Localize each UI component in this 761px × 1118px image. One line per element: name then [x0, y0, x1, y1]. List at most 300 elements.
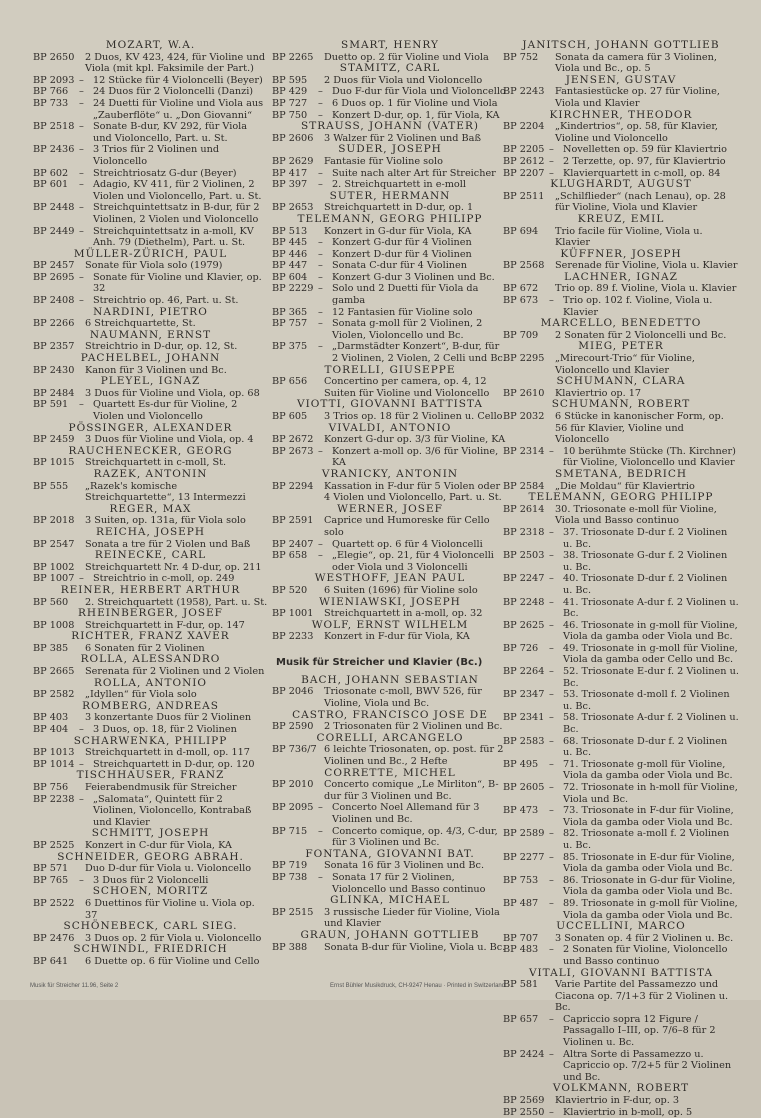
entry-description: 2. Streichquartett in e-moll [332, 179, 466, 191]
entry-description: Streichquartett in D-dur, op. 120 [93, 758, 255, 770]
catalog-entry [503, 191, 739, 214]
entry-description: 3 russische Lieder für Violine, Viola und Klavier [324, 906, 500, 930]
entry-dash: – [549, 445, 554, 457]
entry-description: Altra Sorte di Passamezzo u. Capriccio op. 7/2+5 für 2 Violinen und Bc. [563, 1048, 732, 1083]
entry-description: 10 berühmte Stücke (Th. Kirchner) für Violine, Violoncello und Klavier [563, 445, 736, 469]
catalog-number: BP 765 [33, 874, 69, 886]
catalog-entry [33, 712, 268, 724]
catalog-entry [272, 608, 508, 620]
catalog-number: BP 658 [272, 550, 308, 562]
entry-description: Sonata 17 für 2 Violinen, Violoncello und Basso continuo [332, 871, 486, 895]
composer-heading: GLINKA, MICHAEL [330, 894, 450, 907]
entry-dash: – [79, 271, 84, 283]
entry-dash: – [318, 179, 323, 191]
entry-description: 3 Sonaten op. 4 für 2 Violinen u. Bc. [555, 932, 734, 944]
catalog-entry [272, 237, 508, 249]
catalog-number: BP 672 [503, 283, 539, 295]
catalog-entry [503, 1014, 739, 1049]
entry-description: Streichtrio in c-moll, op. 249 [93, 573, 235, 585]
entry-description: 40. Triosonate D-dur f. 2 Violinen u. Bc. [563, 573, 728, 596]
catalog-number: BP 2625 [503, 619, 545, 631]
entry-description: 37. Triosonate D-dur f. 2 Violinen u. Bc. [563, 526, 728, 550]
entry-description: Caprice und Humoreske für Cello solo [324, 515, 490, 538]
entry-dash: – [549, 155, 554, 167]
catalog-number: BP 2606 [272, 132, 314, 144]
entry-description: 58. Triosonate A-dur f. 2 Violinen u. Bc. [563, 712, 739, 736]
catalog-entry [33, 365, 268, 377]
catalog-entry [33, 86, 268, 98]
entry-description: 3 Duos für Violine und Viola, op. 68 [85, 387, 260, 399]
entry-description: Konzert G-dur 3 Violinen und Bc. [332, 271, 495, 283]
entry-dash: – [79, 202, 84, 214]
entry-dash: – [318, 538, 323, 550]
entry-dash: – [318, 109, 323, 121]
entry-dash: – [549, 1048, 554, 1060]
catalog-number: BP 2341 [503, 712, 545, 724]
catalog-entry [503, 86, 739, 109]
catalog-entry [272, 202, 508, 214]
entry-description: 2. Streichquartett (1958), Part. u. St. [85, 596, 268, 608]
entry-dash: – [549, 897, 554, 909]
entry-description: 2 Duos, KV 423, 424, für Violine und Viola (mit kpl. Faksimile der Part.) [85, 51, 266, 75]
entry-description: Streichquartett in c-moll, St. [85, 457, 227, 469]
catalog-entry [503, 1095, 739, 1107]
catalog-entry [272, 168, 508, 180]
catalog-number: BP 604 [272, 271, 308, 283]
entry-description: 2 Sonaten für 2 Violoncelli und Bc. [555, 329, 727, 341]
catalog-entry [33, 933, 268, 945]
entry-description: Streichtriosatz G-dur (Beyer) [93, 167, 237, 179]
catalog-entry [503, 527, 739, 550]
catalog-entry [272, 539, 508, 551]
catalog-number: BP 591 [33, 399, 69, 411]
catalog-column-2 [272, 40, 508, 953]
catalog-entry [33, 481, 268, 504]
entry-description: Konzert D-dur, op. 1, für Viola, KA [332, 109, 500, 121]
entry-description: Concerto comique „Le Mirliton“, B-dur für 3 Violinen und Bc. [324, 779, 499, 802]
catalog-entry [503, 411, 739, 446]
composer-heading: KIRCHNER, THEODOR [549, 108, 693, 121]
composer-heading: REINER, HERBERT ARTHUR [60, 583, 241, 596]
catalog-entry [272, 52, 508, 64]
entry-description: 12 Stücke für 4 Violoncelli (Beyer) [93, 74, 263, 86]
catalog-entry [33, 539, 268, 551]
catalog-number: BP 2591 [272, 515, 314, 527]
entry-description: Duo F-dur für Viola und Violoncello [332, 86, 506, 98]
catalog-entry [503, 121, 739, 144]
entry-description: 3 Suiten, op. 131a, für Viola solo [85, 515, 246, 527]
catalog-entry [503, 1107, 739, 1118]
catalog-entry [33, 388, 268, 400]
catalog-number: BP 750 [272, 109, 308, 121]
entry-description: „Idyllen“ für Viola solo [85, 689, 197, 701]
catalog-entry [33, 168, 268, 180]
catalog-entry [272, 942, 508, 954]
composer-heading: WIENIAWSKI, JOSEPH [319, 595, 461, 608]
catalog-entry [272, 446, 508, 469]
catalog-entry [272, 98, 508, 110]
entry-dash: – [318, 237, 323, 249]
catalog-column-1 [33, 40, 268, 968]
catalog-column-3 [503, 40, 739, 1118]
entry-description: Konzert D-dur für 4 Violinen [332, 248, 472, 260]
catalog-number: BP 2547 [33, 538, 75, 550]
entry-description: Kanon für 3 Violinen und Bc. [85, 364, 227, 376]
composer-heading: VIOTTI, GIOVANNI BATTISTA [297, 398, 483, 411]
catalog-number: BP 2277 [503, 851, 545, 863]
catalog-number: BP 520 [272, 584, 308, 596]
entry-description: 3 Duos op. 2 für Viola u. Violoncello [85, 932, 262, 944]
catalog-entry [503, 573, 739, 596]
catalog-entry [272, 826, 508, 849]
entry-dash: – [549, 944, 554, 956]
entry-description: Concertino per camera, op. 4, 12 Suiten für Violine und Violoncello [324, 376, 490, 399]
catalog-entry [503, 944, 739, 967]
footer-printer-info: Ernst Bühler Musikdruck, CH-9247 Henau · Printed in Switzerland [330, 983, 506, 989]
catalog-entry [33, 179, 268, 202]
composer-heading: PLEYEL, IGNAZ [100, 375, 201, 388]
catalog-number: BP 2265 [272, 51, 314, 63]
entry-dash: – [79, 86, 84, 98]
catalog-entry [272, 179, 508, 191]
catalog-entry [33, 202, 268, 225]
entry-description: 2 Duos für Viola und Violoncello [324, 74, 483, 86]
catalog-number: BP 766 [33, 86, 69, 98]
catalog-number: BP 756 [33, 782, 69, 793]
entry-dash: – [318, 445, 323, 457]
entry-description: Sonata a tre für 2 Violen und Baß [85, 538, 251, 550]
entry-description: 82. Triosonate a-moll f. 2 Violinen u. Bc. [563, 828, 730, 851]
catalog-number: BP 736/7 [272, 744, 317, 756]
catalog-entry [503, 168, 739, 180]
catalog-entry [33, 434, 268, 446]
entry-dash: – [549, 295, 554, 307]
entry-dash: – [549, 851, 554, 863]
entry-description: 68. Triosonate D-dur f. 2 Violinen u. Bc. [563, 735, 728, 759]
catalog-number: BP 2459 [33, 434, 75, 446]
catalog-number: BP 2582 [33, 689, 75, 701]
composer-heading: SMART, HENRY [341, 39, 439, 51]
entry-description: „Darmstädter Konzert“, B-dur, für 2 Violinen, 2 Violen, 2 Celli und Bc. [332, 341, 506, 365]
catalog-entry [272, 249, 508, 261]
entry-description: 86. Triosonate in G-dur für Violine, Viola da gamba oder Viola und Bc. [563, 874, 736, 898]
entry-description: Konzert in G-dur für Viola, KA [324, 225, 472, 237]
catalog-number: BP 2266 [33, 318, 75, 330]
entry-description: „Razek's komische Streichquartette“, 13 Intermezzi [85, 480, 246, 504]
catalog-number: BP 365 [272, 306, 308, 318]
entry-description: Serenade für Violine, Viola u. Klavier [555, 260, 738, 272]
entry-dash: – [549, 144, 554, 156]
catalog-entry [272, 434, 508, 446]
entry-description: Trio facile für Violine, Viola u. Klavier [555, 225, 703, 249]
catalog-entry [33, 956, 268, 968]
composer-heading: WOLF, ERNST WILHELM [311, 618, 469, 631]
entry-description: 30. Triosonate e-moll für Violine, Viola und Basso continuo [555, 503, 717, 527]
entry-description: Kassation in F-dur für 5 Violen oder 4 Violen und Violoncello, Part. u. St. [324, 480, 502, 504]
entry-description: Streichquartett Nr. 4 D-dur, op. 211 [85, 561, 262, 573]
entry-description: 6 Suiten (1696) für Violine solo [324, 584, 478, 596]
entry-description: Klaviertrio op. 17 [555, 387, 642, 399]
catalog-entry [272, 872, 508, 895]
entry-description: 85. Triosonate in E-dur für Violine, Viola da gamba oder Viola und Bc. [563, 851, 735, 875]
catalog-entry [272, 75, 508, 87]
catalog-entry [503, 933, 739, 945]
entry-description: Konzert G-dur op. 3/3 für Violine, KA [324, 434, 506, 446]
catalog-entry [33, 144, 268, 167]
catalog-number: BP 560 [33, 596, 69, 608]
entry-dash: – [318, 341, 323, 353]
catalog-number: BP 2518 [33, 121, 75, 133]
catalog-number: BP 2264 [503, 666, 545, 678]
entry-dash: – [79, 399, 84, 411]
catalog-entry [272, 631, 508, 643]
catalog-number: BP 2569 [503, 1095, 545, 1107]
composer-heading: REICHA, JOSEPH [95, 525, 206, 538]
catalog-entry [33, 840, 268, 852]
composer-heading: LACHNER, IGNAZ [564, 270, 678, 283]
catalog-number: BP 2525 [33, 839, 75, 851]
catalog-entry [33, 747, 268, 759]
catalog-entry [503, 260, 739, 272]
entry-dash: – [318, 550, 323, 562]
catalog-number: BP 2010 [272, 779, 314, 791]
catalog-number: BP 2503 [503, 550, 545, 562]
catalog-entry [272, 318, 508, 341]
entry-description: Triosonate c-moll, BWV 526, für Violine, Viola und Bc. [324, 686, 482, 710]
catalog-entry [33, 399, 268, 422]
entry-description: Sonata 16 für 3 Violinen und Bc. [324, 860, 485, 872]
catalog-number: BP 2672 [272, 434, 314, 446]
catalog-entry [272, 686, 508, 709]
catalog-number: BP 2515 [272, 906, 314, 918]
entry-description: Quartett op. 6 für 4 Violoncelli [332, 538, 483, 550]
composer-heading: CORRETTE, MICHEL [324, 766, 456, 779]
composer-heading: MOZART, W.A. [105, 39, 196, 51]
catalog-entry [33, 573, 268, 585]
catalog-number: BP 2673 [272, 445, 314, 457]
catalog-number: BP 715 [272, 825, 308, 837]
entry-dash: – [549, 167, 554, 179]
catalog-entry [33, 724, 268, 736]
entry-description: „Elegie“, op. 21, für 4 Violoncelli oder Viola und 3 Violoncelli [332, 550, 494, 573]
catalog-entry [33, 260, 268, 272]
entry-description: 3 konzertante Duos für 2 Violinen [85, 712, 252, 724]
catalog-entry [33, 875, 268, 887]
composer-heading: NAUMANN, ERNST [89, 328, 212, 341]
entry-description: Feierabendmusik für Streicher [85, 782, 237, 793]
catalog-entry [503, 550, 739, 573]
entry-dash: – [79, 97, 84, 109]
catalog-entry [503, 736, 739, 759]
entry-description: Varie Partite del Passamezzo und Ciacona op. 7/1+3 für 2 Violinen u. Bc. [555, 979, 729, 1014]
catalog-number: BP 2653 [272, 202, 314, 214]
composer-heading: KREUZ, EMIL [577, 212, 665, 225]
catalog-number: BP 2248 [503, 596, 545, 608]
catalog-number: BP 2589 [503, 828, 545, 840]
composer-heading: SCHUMANN, CLARA [556, 375, 686, 388]
catalog-number: BP 2093 [33, 74, 75, 86]
entry-description: Sonate für Violine und Klavier, op. 32 [93, 271, 262, 295]
composer-heading: CASTRO, FRANCISCO JOSE DE [292, 708, 488, 721]
composer-heading: PACHELBEL, JOHANN [80, 352, 221, 365]
entry-description: 71. Triosonate g-moll für Violine, Viola da gamba oder Viola und Bc. [563, 758, 733, 782]
entry-dash: – [549, 782, 554, 793]
catalog-number: BP 513 [272, 225, 308, 237]
composer-heading: TISCHHAUSER, FRANZ [76, 769, 225, 782]
entry-dash: – [549, 1106, 554, 1118]
composer-heading: CORELLI, ARCANGELO [316, 731, 464, 744]
catalog-number: BP 657 [503, 1013, 539, 1025]
catalog-entry [33, 272, 268, 295]
catalog-number: BP 601 [33, 179, 69, 191]
catalog-number: BP 2583 [503, 735, 545, 747]
catalog-entry [33, 121, 268, 144]
catalog-number: BP 2205 [503, 144, 545, 156]
entry-dash: – [79, 179, 84, 191]
entry-description: Klavierquartett in c-moll, op. 84 [563, 167, 721, 179]
catalog-number: BP 2457 [33, 260, 75, 272]
catalog-number: BP 2095 [272, 802, 314, 814]
entry-dash: – [318, 871, 323, 883]
catalog-entry [503, 226, 739, 249]
entry-dash: – [549, 550, 554, 562]
catalog-entry [272, 721, 508, 733]
entry-dash: – [549, 526, 554, 538]
catalog-number: BP 2243 [503, 86, 545, 98]
catalog-entry [503, 446, 739, 469]
catalog-entry [33, 759, 268, 771]
catalog-entry [272, 272, 508, 284]
composer-heading: STAMITZ, CARL [339, 62, 441, 75]
catalog-number: BP 403 [33, 712, 69, 724]
composer-heading: VITALI, GIOVANNI BATTISTA [528, 966, 714, 979]
catalog-entry [272, 550, 508, 573]
entry-dash: – [318, 318, 323, 330]
catalog-entry [272, 376, 508, 399]
entry-dash: – [318, 167, 323, 179]
catalog-entry [33, 226, 268, 249]
entry-dash: – [549, 874, 554, 886]
entry-dash: – [549, 596, 554, 608]
catalog-entry [503, 759, 739, 782]
composer-heading: ROMBERG, ANDREAS [82, 699, 219, 712]
catalog-entry [272, 156, 508, 168]
catalog-number: BP 417 [272, 167, 308, 179]
catalog-number: BP 2294 [272, 480, 314, 492]
composer-heading: TORELLI, GIUSEPPE [324, 363, 456, 376]
catalog-entry [272, 341, 508, 364]
catalog-number: BP 2695 [33, 271, 75, 283]
entry-dash: – [79, 121, 84, 133]
composer-heading: ROLLA, ANTONIO [93, 676, 208, 689]
catalog-number: BP 1007 [33, 573, 75, 585]
catalog-number: BP 1002 [33, 561, 75, 573]
entry-description: 6 Streichquartette, St. [85, 318, 196, 330]
catalog-entry [33, 643, 268, 655]
entry-description: Fantasie für Violine solo [324, 155, 443, 167]
composer-heading: WESTHOFF, JEAN PAUL [314, 572, 466, 585]
composer-heading: MÜLLER-ZÜRICH, PAUL [73, 247, 228, 260]
composer-heading: RAUCHENECKER, GEORG [68, 444, 233, 457]
catalog-number: BP 2605 [503, 782, 545, 793]
catalog-entry [272, 226, 508, 238]
composer-heading: TELEMANN, GEORG PHILIPP [297, 212, 483, 225]
catalog-number: BP 733 [33, 97, 69, 109]
catalog-entry [33, 75, 268, 87]
composer-heading: VRANICKY, ANTONIN [321, 467, 459, 480]
catalog-entry [503, 295, 739, 318]
catalog-number: BP 1008 [33, 619, 75, 631]
entry-dash: – [79, 724, 84, 736]
entry-description: Klaviertrio in F-dur, op. 3 [555, 1095, 680, 1107]
composer-heading: WERNER, JOSEF [337, 502, 443, 515]
catalog-number: BP 1013 [33, 747, 75, 759]
entry-dash: – [79, 225, 84, 237]
catalog-number: BP 2436 [33, 144, 75, 156]
entry-description: Streichquartett in D-dur, op. 1 [324, 202, 474, 214]
catalog-entry [272, 307, 508, 319]
catalog-entry [272, 744, 508, 767]
composer-heading: SCHARWENKA, PHILIPP [73, 734, 228, 747]
entry-description: Capriccio sopra 12 Figure / Passagallo I–III, op. 7/6–8 für 2 Violinen u. Bc. [563, 1013, 716, 1049]
catalog-number: BP 2032 [503, 411, 545, 422]
catalog-entry [33, 620, 268, 632]
entry-description: Streichquintettsatz in a-moll, KV Anh. 79 (Diethelm), Part. u. St. [93, 225, 254, 249]
catalog-number: BP 752 [503, 51, 539, 63]
composer-heading: GRAUN, JOHANN GOTTLIEB [300, 928, 480, 941]
entry-description: Concerto Noel Allemand für 3 Violinen und Bc. [332, 802, 480, 825]
catalog-number: BP 2614 [503, 503, 545, 515]
catalog-number: BP 447 [272, 260, 308, 272]
entry-description: Fantasiestücke op. 27 für Violine, Viola und Klavier [555, 86, 720, 109]
entry-dash: – [549, 805, 554, 817]
entry-description: „Salomata“, Quintett für 2 Violinen, Violoncello, Kontrabaß und Klavier [93, 793, 252, 828]
composer-heading: REGER, MAX [109, 502, 192, 515]
entry-dash: – [549, 573, 554, 585]
catalog-number: BP 483 [503, 944, 539, 956]
entry-description: Suite nach alter Art für Streicher [332, 167, 496, 179]
catalog-number: BP 2046 [272, 686, 314, 698]
catalog-number: BP 2665 [33, 666, 75, 678]
catalog-entry [33, 341, 268, 353]
entry-dash: – [79, 793, 84, 805]
catalog-number: BP 2314 [503, 445, 545, 457]
catalog-entry [272, 283, 508, 306]
composer-heading: PÖSSINGER, ALEXANDER [68, 421, 233, 434]
entry-dash: – [318, 97, 323, 109]
composer-heading: JENSEN, GUSTAV [565, 73, 677, 86]
catalog-entry [33, 457, 268, 469]
catalog-number: BP 694 [503, 225, 539, 237]
catalog-entry [272, 86, 508, 98]
entry-description: 3 Duos, op. 18, für 2 Violinen [93, 724, 237, 736]
catalog-number: BP 404 [33, 724, 69, 736]
catalog-entry [503, 144, 739, 156]
composer-heading: SCHNEIDER, GEORG ABRAH. [57, 850, 244, 863]
composer-heading: SCHWINDL, FRIEDRICH [73, 943, 228, 956]
catalog-number: BP 2233 [272, 631, 314, 643]
composer-heading: MARCELLO, BENEDETTO [540, 317, 702, 330]
catalog-number: BP 429 [272, 86, 308, 98]
catalog-number: BP 1014 [33, 758, 75, 770]
entry-description: 6 Duette op. 6 für Violine und Cello [85, 955, 260, 967]
entry-dash: – [318, 306, 323, 318]
entry-description: Novelletten op. 59 für Klaviertrio [563, 144, 727, 156]
entry-description: Quartett Es-dur für Violine, 2 Violen und Violoncello [93, 399, 238, 422]
catalog-number: BP 2204 [503, 121, 545, 133]
entry-dash: – [549, 712, 554, 724]
catalog-number: BP 571 [33, 863, 69, 875]
